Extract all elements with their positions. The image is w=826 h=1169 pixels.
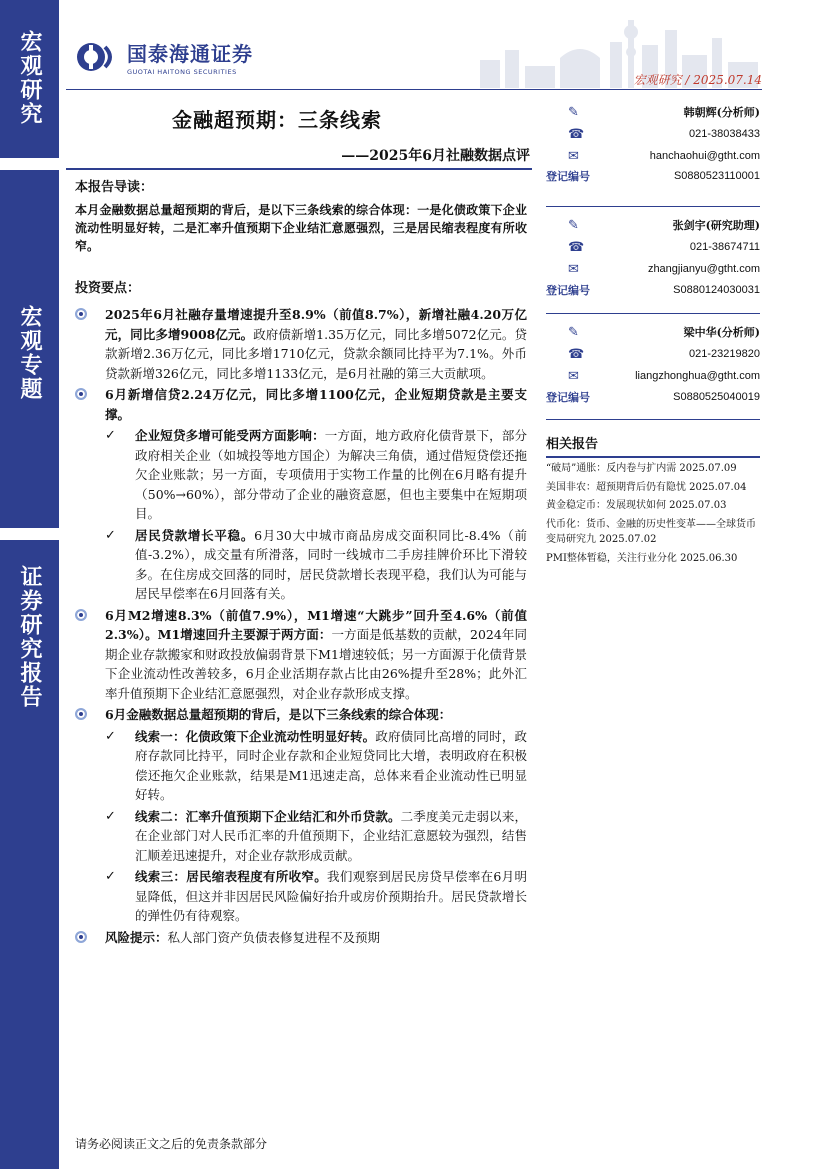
sub-point-text: 一方面，地方政府化债背景下，部分政府相关企业（如城投等地方国企）为解决三角债，通过借短贷偿还拖欠企业账款；另一方面，专项债用于实物工作量的比例在6月略有提升（50%→60%），部分带动了企业的融资意愿，但也主要集中在短期项目。: [135, 428, 527, 521]
key-point: [75, 606, 527, 704]
sub-point-bold: 企业短贷多增可能受两方面影响：: [135, 428, 325, 443]
related-report-item[interactable]: 代币化：货币、金融的历史性变革——全球货币变局研究九 2025.07.02: [546, 518, 756, 545]
analyst-name: 张剑宇(研究助理): [672, 219, 760, 232]
report-category-date: 宏观研究 / 2025.07.14: [633, 73, 762, 87]
analyst-card: [546, 207, 760, 314]
key-point-bold: 6月新增信贷2.24万亿元，同比多增1100亿元，企业短期贷款是主要支撑。: [105, 387, 527, 422]
analyst-phone: 021-38674711: [689, 241, 760, 253]
checkmark-icon: ✓: [105, 527, 116, 543]
bullet-icon: [75, 931, 87, 943]
email-icon: ✉: [568, 368, 579, 384]
disclaimer-footer: 请务必阅读正文之后的免责条款部分: [75, 1137, 268, 1151]
email-icon: ✉: [568, 148, 579, 164]
bullet-icon: [75, 609, 87, 621]
guide-text: 本月金融数据总量超预期的背后，是以下三条线索的综合体现：一是化债政策下企业流动性明显好转，二是汇率升值预期下企业结汇意愿强烈，三是居民缩表程度有所收窄。: [75, 203, 527, 253]
registration-number: S0880523110001: [673, 170, 760, 182]
related-reports-heading: 相关报告: [546, 433, 760, 458]
analyst-email[interactable]: hanchaohui@gtht.com: [649, 150, 760, 162]
key-point: [75, 385, 527, 424]
right-column: [546, 100, 760, 569]
key-point-text: 一方面是低基数的贡献，2024年同期企业存款搬家和财政投放偏弱背景下M1增速较低；另一方面源于化债背景下企业流动性改善较多，6月企业活期存款占比由26%提升至28%；此外汇率升值预期下企业结汇意愿强烈，对企业存款形成支撑。: [105, 627, 527, 701]
analyst-phone: 021-38038433: [689, 128, 760, 140]
sidebar: [0, 0, 59, 1169]
bullet-icon: [75, 388, 87, 400]
checkmark-icon: ✓: [105, 728, 116, 744]
registration-label: 登记编号: [546, 391, 590, 404]
checkmark-icon: ✓: [105, 428, 116, 443]
report-subtitle: ——2025年6月社融数据点评: [341, 148, 530, 164]
sub-point-text: 6月30大中城市商品房成交面积同比-8.4%（前值-3.2%），成交量有所滑落，同时一线城市二手房挂牌价环比下滑较多。在住房成交回落的同时，居民贷款增长表现平稳，我们认为可能与居民早偿率在6月回落有关。: [135, 527, 527, 601]
key-point: [75, 305, 527, 383]
sidebar-label-topic: 宏观专题: [0, 170, 59, 528]
checkmark-icon: ✓: [105, 869, 116, 884]
sub-point-text: 我们观察到居民房贷早偿率在6月明显降低，但这并非因居民风险偏好抬升或房价预期抬升。居民贷款增长的弹性仍有待观察。: [135, 869, 527, 923]
header-divider: [66, 89, 762, 90]
key-point-bold: 6月M2增速8.3%（前值7.9%），M1增速“大跳步”回升至4.6%（前值2.3%）。M1增速回升主要源于两方面：: [105, 607, 527, 642]
sub-point-bold: 线索一：化债政策下企业流动性明显好转。: [135, 728, 376, 744]
sub-point-bold: 线索二：汇率升值预期下企业结汇和外币贷款。: [135, 808, 401, 824]
analyst-card: [546, 100, 760, 207]
logo-mark-icon: [75, 41, 119, 73]
analyst-name: 韩朝辉(分析师): [683, 106, 760, 119]
bullet-icon: [75, 708, 87, 720]
title-divider: [66, 168, 532, 170]
registration-label: 登记编号: [546, 284, 590, 297]
related-report-item[interactable]: “破局”通胀：反内卷与扩内需 2025.07.09: [546, 463, 737, 474]
sub-point: [75, 867, 527, 926]
analyst-card: [546, 314, 760, 420]
registration-number: S0880525040019: [673, 391, 760, 403]
sub-point-bold: 居民贷款增长平稳。: [135, 527, 255, 543]
registration-label: 登记编号: [546, 170, 590, 183]
checkmark-icon: ✓: [105, 808, 116, 824]
company-logo: [75, 38, 253, 76]
sidebar-label-research: 宏观研究: [0, 0, 59, 158]
risk-text: 私人部门资产负债表修复进程不及预期: [167, 929, 381, 945]
analyst-name: 梁中华(分析师): [683, 326, 760, 339]
related-reports-list: [546, 461, 760, 566]
risk-heading: 风险提示：: [105, 929, 168, 945]
sub-point: [75, 727, 527, 805]
main-content: [75, 178, 527, 949]
key-point-text: 政府债新增1.35万亿元，同比多增5072亿元。贷款新增2.36万亿元，同比多增1710亿元，贷款余额同比持平为7.1%。外币贷款新增326亿元，同比多增1133亿元，是6月社融的第三大贡献项。: [105, 326, 527, 381]
key-point-bold: 6月金融数据总量超预期的背后，是以下三条线索的综合体现：: [105, 707, 452, 722]
key-point-bold: 2025年6月社融存量增速提升至8.9%（前值8.7%），新增社融4.20万亿元，同比多增9008亿元。: [105, 307, 527, 342]
related-report-item[interactable]: 黄金稳定币：发展现状如何 2025.07.03: [546, 500, 727, 511]
points-heading: 投资要点：: [75, 281, 141, 296]
related-report-item[interactable]: PMI整体暂稳，关注行业分化 2025.06.30: [546, 552, 738, 564]
sub-point-text: 政府债同比高增的同时，政府存款同比持平，同时企业存款和企业短贷同比大增，表明政府在积极偿还拖欠企业账款，结果是M1迅速走高，总体来看企业流动性已明显好转。: [135, 728, 527, 802]
bullet-icon: [75, 308, 87, 320]
analyst-email[interactable]: zhangjianyu@gtht.com: [647, 263, 760, 275]
person-icon: ✎: [568, 324, 579, 340]
sub-point: [75, 526, 527, 604]
sub-point: [75, 807, 527, 866]
phone-icon: ☎: [568, 126, 585, 142]
person-icon: ✎: [568, 217, 579, 233]
guide-heading: 本报告导读：: [75, 180, 154, 195]
sub-point: [75, 426, 527, 524]
email-icon: ✉: [568, 261, 579, 277]
analyst-email[interactable]: liangzhonghua@gtht.com: [635, 370, 760, 382]
phone-icon: ☎: [568, 346, 585, 362]
analyst-phone: 021-23219820: [689, 348, 760, 360]
phone-icon: ☎: [568, 239, 585, 255]
sub-point-bold: 线索三：居民缩表程度有所收窄。: [135, 869, 328, 884]
risk-point: [75, 928, 527, 948]
sub-point-text: 二季度美元走弱以来，在企业部门对人民币汇率的升值预期下，企业结汇意愿较为强烈，结售汇顺差迅速提升，对企业存款形成贡献。: [135, 808, 527, 863]
logo-chinese-name: 国泰海通证券: [127, 42, 253, 66]
registration-number: S0880124030031: [673, 284, 760, 296]
related-report-item[interactable]: 美国非农：超预期背后仍有隐忧 2025.07.04: [546, 481, 747, 493]
sidebar-label-report: 证券研究报告: [0, 540, 59, 1169]
report-title: 金融超预期：三条线索: [172, 108, 382, 132]
key-point: [75, 705, 527, 725]
logo-english-name: GUOTAI HAITONG SECURITIES: [127, 68, 237, 76]
person-icon: ✎: [568, 104, 579, 120]
